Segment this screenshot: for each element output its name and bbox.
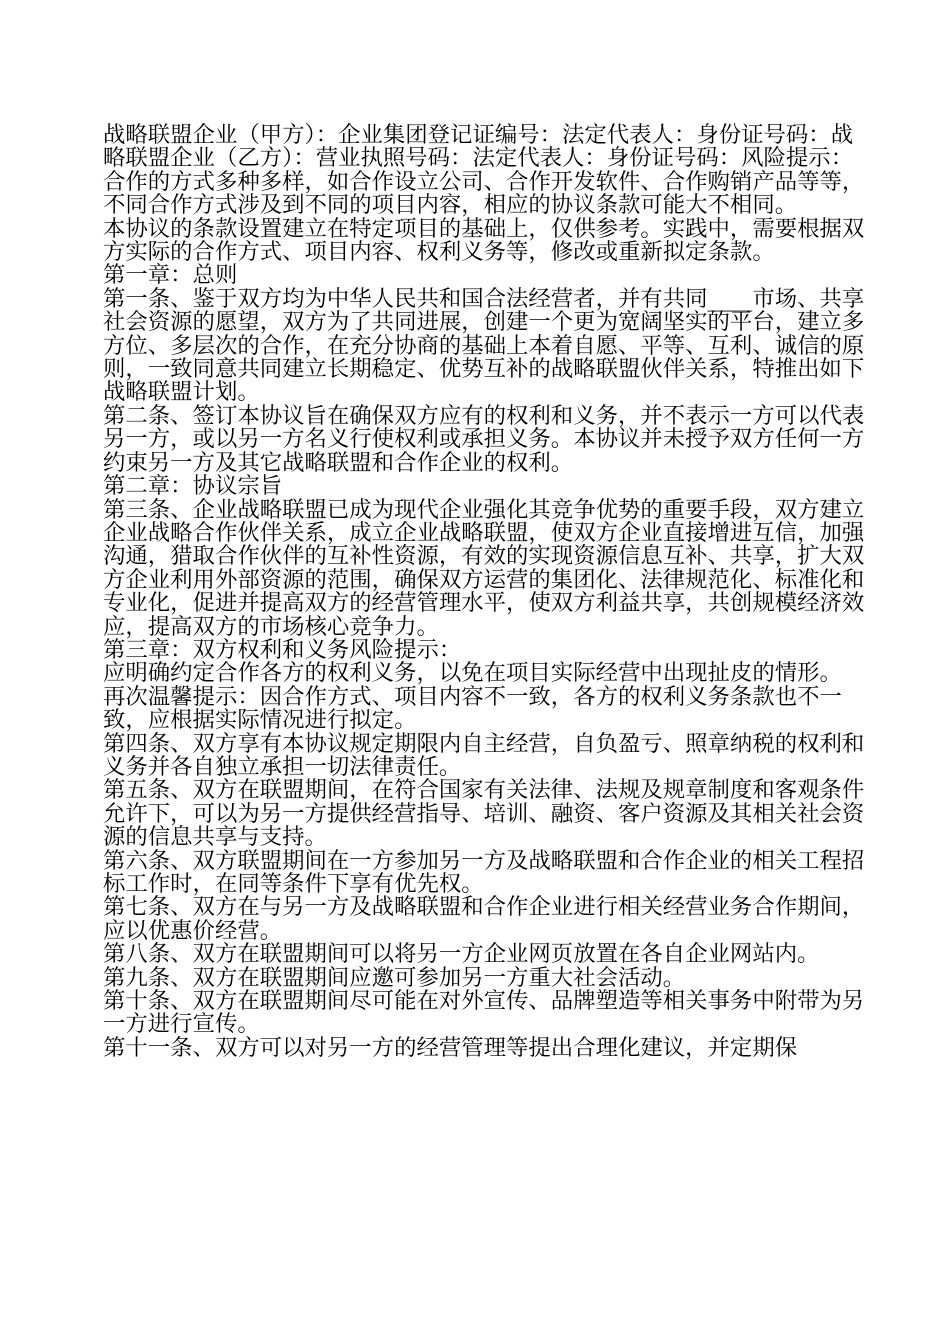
- risk-note-rights: 应明确约定合作各方的权利义务，以免在项目实际经营中出现扯皮的情形。: [103, 660, 842, 687]
- paragraph-parties: 战略联盟企业（甲方）：企业集团登记证编号：法定代表人：身份证号码：战略联盟企业（乙方）：营业执照号码：法定代表人：身份证号码：风险提示：: [103, 122, 854, 172]
- chapter-2-heading: 第二章：协议宗旨: [103, 473, 283, 500]
- article-11: 第十一条、双方可以对另一方的经营管理等提出合理化建议，并定期保: [103, 1034, 798, 1061]
- paragraph-risk-note-1: 合作的方式多种多样，如合作设立公司、合作开发软件、合作购销产品等等，不同合作方式涉及到不同的项目内容，相应的协议条款可能大不相同。: [103, 168, 865, 219]
- article-4: 第四条、双方享有本协议规定期限内自主经营，自负盈亏、照章纳税的权利和义务并各自独立承担一切法律责任。: [103, 730, 865, 780]
- paragraph-risk-note-2: 本协议的条款设置建立在特定项目的基础上，仅供参考。实践中，需要根据双方实际的合作方式、项目内容、权利义务等，修改或重新拟定条款。: [103, 215, 865, 266]
- reminder-note: 再次温馨提示：因合作方式、项目内容不一致，各方的权利义务条款也不一致，应根据实际情况进行拟定。: [103, 683, 842, 734]
- article-9: 第九条、双方在联盟期间应邀可参加另一方重大社会活动。: [103, 964, 686, 991]
- article-3: 第三条、企业战略联盟已成为现代企业强化其竞争优势的重要手段，双方建立企业战略合作伙伴关系，成立企业战略联盟，使双方企业直接增进互信，加强沟通，猎取合作伙伴的互补性资源，有效的实现资源信息互补、共享，扩大双方企业利用外部资源的范围，确保双方运营的集团化、法律规范化、标准化和专业化，促进并提高双方的经营管理水平，使双方利益共享，共创规模经济效应，提高双方的市场核心竞争力。: [103, 496, 865, 640]
- article-6: 第六条、双方联盟期间在一方参加另一方及战略联盟和合作企业的相关工程招标工作时，在同等条件下享有优先权。: [103, 847, 865, 897]
- document-body: [103, 124, 867, 1060]
- article-7: 第七条、双方在与另一方及战略联盟和合作企业进行相关经营业务合作期间，应以优惠价经营。: [103, 894, 865, 944]
- article-5: 第五条、双方在联盟期间，在符合国家有关法律、法规及规章制度和客观条件允许下，可以为另一方提供经营指导、培训、融资、客户资源及其相关社会资源的信息共享与支持。: [103, 777, 865, 851]
- article-2: 第二条、签订本协议旨在确保双方应有的权利和义务，并不表示一方可以代表另一方，或以另一方名义行使权利或承担义务。本协议并未授予双方任何一方约束另一方及其它战略联盟和合作企业的权利。: [103, 402, 865, 476]
- article-8: 第八条、双方在联盟期间可以将另一方企业网页放置在各自企业网站内。: [103, 941, 820, 968]
- article-1: 第一条、鉴于双方均为中华人民共和国合法经营者，并有共同____市场、共享社会资源的愿望，双方为了共同进展，创建一个更为宽阔坚实的平台，建立多方位、多层次的合作，在充分协商的基础上本着自愿、平等、互利、诚信的原则，一致同意共同建立长期稳定、优势互补的战略联盟伙伴关系，特推出如下战略联盟计划。: [103, 285, 865, 406]
- chapter-3-heading: 第三章：双方权利和义务风险提示：: [103, 636, 462, 663]
- chapter-1-heading: 第一章：总则: [103, 262, 238, 289]
- article-10: 第十条、双方在联盟期间尽可能在对外宣传、品牌塑造等相关事务中附带为另一方进行宣传。: [103, 988, 865, 1038]
